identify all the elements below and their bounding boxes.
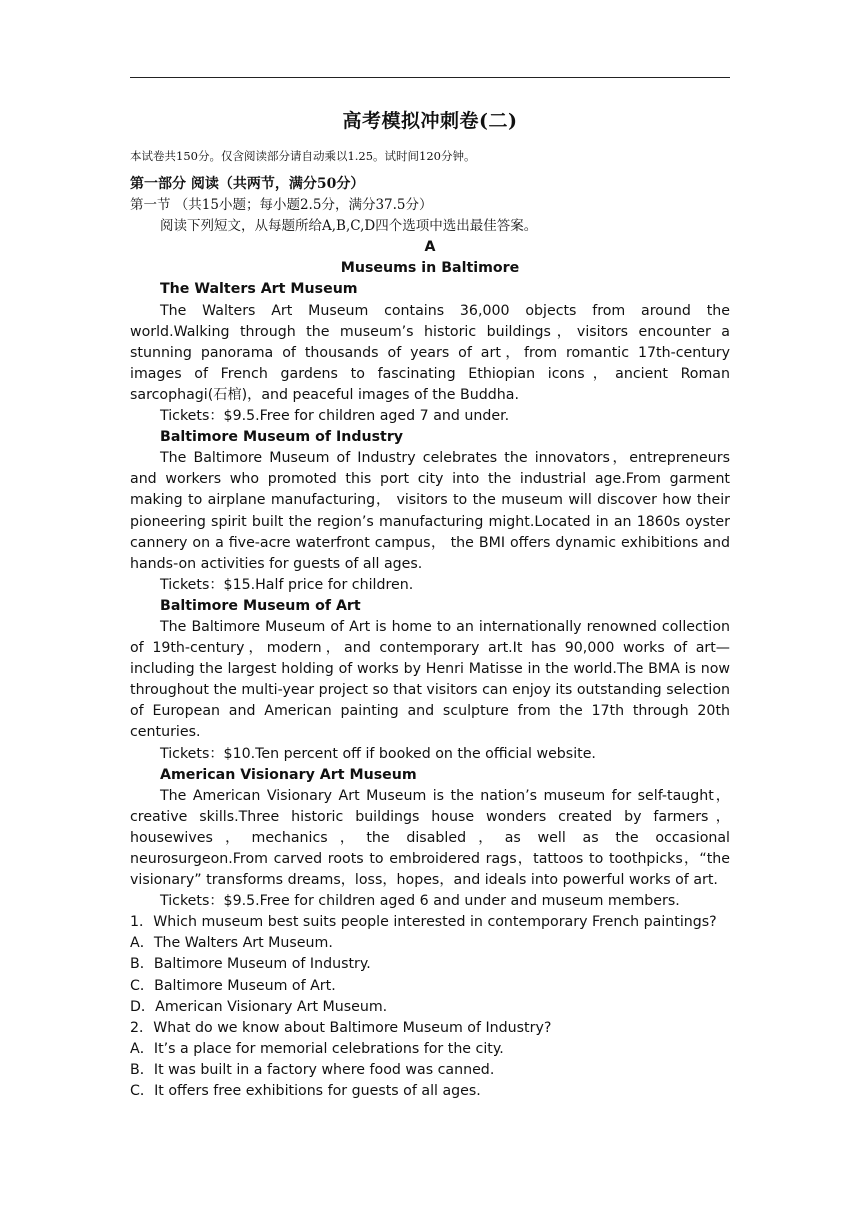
museum-description: The American Visionary Art Museum is the nation’s museum for self-taught，creative skills.Three historic buildings house wonders created by farmers，housewives，mechanics，the disabled，as well as the occasional neurosurgeon.From carved roots to embroidered rags，tattoos to toothpicks，“the visionary” transforms dreams，loss，hopes，and ideals into powerful works of art. [130,787,730,889]
answer-option: C．Baltimore Museum of Art. [130,977,336,994]
museum-description: The Walters Art Museum contains 36,000 objects from around the world.Walking through the museum’s historic buildings，visitors encounter a stunning panorama of thousands of years of art，from romantic 17th-century images of French gardens to fascinating Ethiopian icons，ancient Roman sarcophagi(石棺)，and peaceful images of the Buddha. [130,302,730,403]
instruction: 阅读下列短文，从每题所给A,B,C,D四个选项中选出最佳答案。 [160,218,538,235]
header-rule [130,77,730,78]
answer-option: B．It was built in a factory where food was canned. [130,1061,495,1078]
museum-tickets: Tickets：$15.Half price for children. [160,576,414,593]
exam-intro: 本试卷共150分。仅含阅读部分请自动乘以1.25。试时间120分钟。 [130,149,476,163]
answer-option: C．It offers free exhibitions for guests of all ages. [130,1083,481,1100]
museum-name: Baltimore Museum of Art [160,597,361,614]
museum-description: The Baltimore Museum of Art is home to an internationally renowned collection of 19th-century，modern，and contemporary art.It has 90,000 works of art—including the largest holding of works by Henri Matisse in the world.The BMA is now throughout the multi-year project so that visitors can enjoy its outstanding selection of European and American painting and sculpture from the 17th through 20th centuries. [130,618,730,741]
museum-name: American Visionary Art Museum [160,766,417,783]
museum-tickets: Tickets：$9.5.Free for children aged 7 and under. [160,408,510,425]
exam-body [130,174,730,1102]
exam-title: 高考模拟冲刺卷(二) [342,110,518,132]
part-heading: 第一部分 阅读（共两节，满分50分） [130,176,365,192]
answer-option: A．It’s a place for memorial celebrations for the city. [130,1040,504,1057]
passage-letter: A [424,239,436,256]
question-stem: 1．Which museum best suits people interested in contemporary French paintings? [130,914,717,931]
museum-tickets: Tickets：$9.5.Free for children aged 6 and under and museum members. [160,893,680,910]
answer-option: D．American Visionary Art Museum. [130,998,388,1015]
question-stem: 2．What do we know about Baltimore Museum of Industry? [130,1019,552,1036]
answer-option: A．The Walters Art Museum. [130,935,333,952]
answer-option: B．Baltimore Museum of Industry. [130,956,371,973]
museum-name: The Walters Art Museum [160,281,358,298]
museum-tickets: Tickets：$10.Ten percent off if booked on the official website. [160,745,596,762]
section-heading: 第一节 （共15小题；每小题2.5分，满分37.5分） [130,197,433,214]
museum-description: The Baltimore Museum of Industry celebrates the innovators，entrepreneurs and workers who promoted this port city into the industrial age.From garment making to airplane manufacturing， visitors to the museum will discover how their pioneering spirit built the region’s manufacturing might.Located in an 1860s oyster cannery on a five-acre waterfront campus， the BMI offers dynamic exhibitions and hands-on activities for guests of all ages. [130,450,730,572]
passage-title: Museums in Baltimore [340,260,520,277]
museum-name: Baltimore Museum of Industry [160,429,404,446]
